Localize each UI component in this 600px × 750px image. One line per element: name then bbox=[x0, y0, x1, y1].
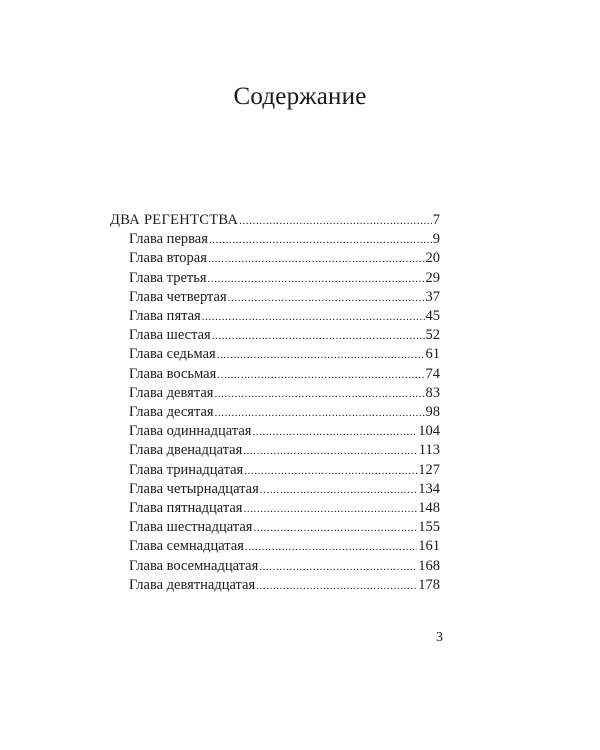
toc-chapter-entry bbox=[129, 402, 440, 422]
toc-leader-dots bbox=[243, 441, 418, 461]
toc-leader-dots bbox=[212, 326, 425, 346]
toc-entry-label: Глава пятнадцатая bbox=[129, 500, 243, 516]
toc-leader-dots bbox=[259, 557, 417, 577]
toc-chapter-entry bbox=[129, 479, 440, 499]
toc-leader-dots bbox=[252, 422, 417, 442]
toc-entry-page: 52 bbox=[425, 327, 440, 344]
toc-chapter-entry bbox=[129, 556, 440, 576]
toc-entry-label: Глава третья bbox=[129, 269, 207, 286]
toc-entry-page: 83 bbox=[425, 384, 440, 401]
toc-leader-dots bbox=[228, 288, 425, 308]
toc-entry-label: Глава двенадцатая bbox=[129, 442, 243, 459]
toc-entry-label: Глава девятая bbox=[129, 384, 214, 401]
toc-entry-page: 45 bbox=[425, 308, 440, 324]
toc-entry-label: Глава восьмая bbox=[129, 365, 217, 382]
toc-leader-dots bbox=[243, 499, 417, 519]
toc-entry-label: Глава тринадцатая bbox=[129, 461, 244, 478]
toc-chapter-entry bbox=[129, 268, 440, 288]
toc-leader-dots bbox=[256, 576, 417, 596]
toc-entry-page: 104 bbox=[418, 423, 440, 440]
toc-chapter-entry bbox=[129, 325, 440, 345]
toc-entry-label: Глава девятнадцатая bbox=[129, 576, 256, 593]
toc-entry-page: 168 bbox=[418, 557, 440, 574]
toc-chapter-entry bbox=[129, 498, 440, 518]
toc-entry-label: Глава восемнадцатая bbox=[129, 557, 259, 574]
toc-entry-page: 7 bbox=[432, 212, 440, 228]
toc-entry-label: Глава шестнадцатая bbox=[129, 519, 253, 536]
toc-leader-dots bbox=[214, 384, 424, 404]
toc-chapter-entry bbox=[129, 517, 440, 537]
toc-chapter-entry bbox=[129, 248, 440, 268]
toc-entry-page: 37 bbox=[425, 288, 440, 305]
toc-entry-page: 161 bbox=[418, 538, 440, 555]
toc-entry-page: 178 bbox=[418, 576, 440, 593]
toc-leader-dots bbox=[208, 249, 425, 269]
toc-part-entry bbox=[110, 210, 440, 230]
toc-entry-page: 127 bbox=[418, 461, 440, 478]
toc-entry-page: 20 bbox=[425, 250, 440, 267]
toc-leader-dots bbox=[244, 461, 417, 481]
toc-leader-dots bbox=[202, 307, 425, 327]
toc-entry-label: Глава вторая bbox=[129, 250, 207, 267]
toc-entry-page: 98 bbox=[425, 404, 440, 420]
toc-chapter-entry bbox=[129, 287, 440, 307]
toc-entry-page: 74 bbox=[425, 365, 440, 382]
toc-entry-page: 9 bbox=[432, 231, 440, 248]
toc-chapter-entry bbox=[129, 460, 440, 480]
toc-chapter-entry bbox=[129, 383, 440, 403]
toc-leader-dots bbox=[217, 345, 425, 365]
toc-leader-dots bbox=[208, 269, 425, 289]
toc-leader-dots bbox=[260, 480, 418, 500]
toc-entry-label: Глава четырнадцатая bbox=[129, 480, 259, 497]
toc-leader-dots bbox=[209, 230, 432, 250]
page-number: 3 bbox=[436, 630, 443, 645]
toc-entry-page: 155 bbox=[418, 519, 440, 536]
toc-entry-page: 61 bbox=[425, 346, 440, 363]
toc-entry-label: Глава семнадцатая bbox=[129, 538, 244, 555]
toc-chapter-entry bbox=[129, 440, 440, 460]
toc-chapter-entry bbox=[129, 536, 440, 556]
toc-chapter-entry bbox=[129, 421, 440, 441]
toc-chapter-entry bbox=[129, 306, 440, 326]
toc-entry-page: 134 bbox=[418, 480, 440, 497]
toc-leader-dots bbox=[245, 537, 417, 557]
toc-leader-dots bbox=[253, 518, 417, 538]
toc-entry-label: Глава шестая bbox=[129, 327, 211, 344]
toc-entry-label: Глава первая bbox=[129, 231, 208, 248]
toc-entry-page: 29 bbox=[425, 269, 440, 286]
toc-chapter-entry bbox=[129, 344, 440, 364]
toc-chapter-entry bbox=[129, 229, 440, 249]
toc-entry-label: Глава седьмая bbox=[129, 346, 216, 363]
toc-chapter-entry bbox=[129, 364, 440, 384]
page-title: Содержание bbox=[233, 83, 367, 110]
toc-entry-page: 113 bbox=[418, 442, 440, 459]
toc-leader-dots bbox=[215, 403, 425, 423]
toc-leader-dots bbox=[217, 365, 424, 385]
toc-leader-dots bbox=[239, 211, 432, 231]
toc-chapter-entry bbox=[129, 575, 440, 595]
toc-entry-label: Глава четвертая bbox=[129, 288, 227, 305]
toc-entry-label: ДВА РЕГЕНТСТВА bbox=[110, 212, 239, 228]
toc-entry-label: Глава одиннадцатая bbox=[129, 423, 252, 440]
toc-entry-label: Глава десятая bbox=[129, 404, 214, 420]
toc-entry-label: Глава пятая bbox=[129, 308, 201, 324]
toc-entry-page: 148 bbox=[418, 500, 440, 516]
